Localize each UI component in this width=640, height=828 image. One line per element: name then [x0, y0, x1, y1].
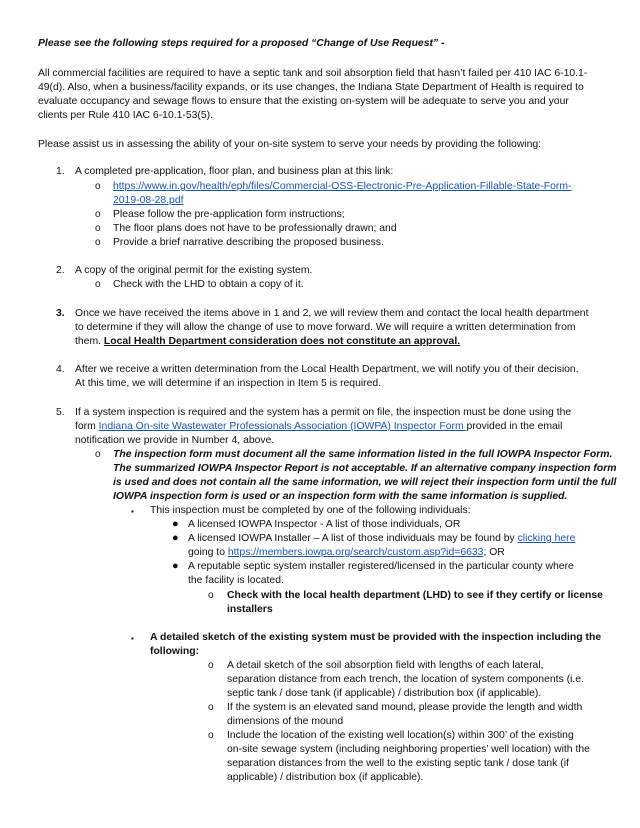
pre-application-link[interactable]: https://www.in.gov/health/eph/files/Commercial-OSS-Electronic-Pre-Application-Fillable-State-Form-: [113, 181, 572, 192]
item-1-number: 1.: [56, 166, 65, 177]
installer-option-url-line: [188, 546, 505, 560]
square-bullet: ▪: [131, 507, 134, 516]
pre-application-link-cont[interactable]: 2019-08-28.pdf: [113, 195, 184, 206]
page-heading: Please see the following steps required for a proposed “Change of Use Request” -: [38, 38, 445, 49]
sketch-item: separation distance from each trench, the location of system components (i.e.: [227, 674, 584, 685]
sketch-item: separation distances from the well to the existing septic tank / dose tank (if: [227, 758, 569, 769]
item-2-text: A copy of the original permit for the existing system.: [75, 265, 313, 276]
sketch-item: dimensions of the mound: [227, 716, 344, 727]
item-3-number: 3.: [56, 308, 65, 319]
dot-bullet: ●: [172, 518, 179, 530]
item-1-sub: The floor plans does not have to be professionally drawn; and: [113, 223, 397, 234]
installer-option-url-end: ; OR: [483, 547, 505, 558]
item-1-sub: Provide a brief narrative describing the proposed business.: [113, 237, 384, 248]
iowpa-inspector-form-link[interactable]: Indiana On-site Wastewater Professionals Association (IOWPA) Inspector Form: [98, 421, 467, 432]
item-3-line: to determine if they will allow the change of use to move forward. We will require a written determination from: [75, 322, 576, 333]
item-2-sub: Check with the LHD to obtain a copy of it.: [113, 279, 304, 290]
open-bullet: o: [95, 449, 101, 460]
open-bullet: o: [95, 223, 101, 234]
item-5-line-2-start: form: [75, 421, 99, 432]
open-bullet: o: [208, 660, 214, 671]
lhd-check-note: installers: [227, 604, 273, 615]
intro-line: clients per Rule 410 IAC 6-10.1-53(5).: [38, 110, 213, 121]
assist-text: Please assist us in assessing the ability of your on-site system to serve your needs by providing the following:: [38, 139, 542, 150]
open-bullet: o: [208, 590, 214, 601]
item-5-number: 5.: [56, 407, 65, 418]
dot-bullet: ●: [172, 560, 179, 572]
item-4-number: 4.: [56, 364, 65, 375]
item-1-sub: Please follow the pre-application form instructions;: [113, 209, 345, 220]
septic-installer-option: the facility is located.: [188, 575, 284, 586]
item-5-line: notification we provide in Number 4, above.: [75, 435, 275, 446]
sketch-item: on-site sewage system (including neighboring properties’ well location) with the: [227, 744, 590, 755]
item-5-line: If a system inspection is required and the system has a permit on file, the inspection must be done using the: [75, 407, 572, 418]
open-bullet: o: [95, 237, 101, 248]
item-3-notice: Local Health Department consideration does not constitute an approval.: [103, 336, 461, 347]
sketch-requirement: A detailed sketch of the existing system must be provided with the inspection including the: [150, 632, 602, 643]
item-1-text: A completed pre-application, floor plan, and business plan at this link:: [75, 166, 394, 177]
sketch-item: Include the location of the existing well location(s) within 300’ of the existing: [227, 730, 574, 741]
open-bullet: o: [95, 279, 101, 290]
installer-option-text: A licensed IOWPA Installer – A list of those individuals may be found by: [188, 533, 518, 544]
lhd-check-note: Check with the local health department (LHD) to see if they certify or license: [227, 590, 603, 601]
intro-line: evaluate occupancy and sewage flows to ensure that the existing on-system will be adequate to serve you and your: [38, 96, 569, 107]
inspection-requirement: is used and does not contain all the same information, we will reject their inspection form until the full: [113, 477, 617, 488]
item-5-line-2-end: provided in the email: [466, 421, 563, 432]
inspector-requirement: This inspection must be completed by one of the following individuals:: [150, 505, 471, 516]
item-3-line-3-start: them.: [75, 336, 104, 347]
open-bullet: o: [208, 702, 214, 713]
sketch-item: applicable) / distribution box (if applicable).: [227, 772, 424, 783]
clicking-here-link[interactable]: clicking here: [517, 533, 576, 544]
sketch-item: A detail sketch of the soil absorption field with lengths of each lateral,: [227, 660, 544, 671]
sketch-item: If the system is an elevated sand mound, please provide the length and width: [227, 702, 583, 713]
septic-installer-option: A reputable septic system installer registered/licensed in the particular county where: [188, 561, 574, 572]
open-bullet: o: [95, 209, 101, 220]
iowpa-members-link[interactable]: https://members.iowpa.org/search/custom.asp?id=6633: [227, 547, 484, 558]
item-3-line-3: [75, 335, 460, 349]
dot-bullet: ●: [172, 532, 179, 544]
inspector-option: A licensed IOWPA Inspector - A list of those individuals, OR: [188, 519, 461, 530]
inspection-requirement: The summarized IOWPA Inspector Report is not acceptable. If an alternative company inspection form: [113, 463, 617, 474]
square-bullet: ▪: [131, 634, 134, 643]
item-5-line-2: [75, 420, 562, 434]
installer-option-url-start: going to: [188, 547, 228, 558]
item-3-line: Once we have received the items above in 1 and 2, we will review them and contact the local health department: [75, 308, 589, 319]
inspection-requirement: IOWPA inspection form is used or an inspection form with the same information is supplied.: [113, 491, 568, 502]
item-2-number: 2.: [56, 265, 65, 276]
installer-option: [188, 532, 575, 546]
open-bullet: o: [95, 181, 101, 192]
open-bullet: o: [208, 730, 214, 741]
sketch-requirement: following:: [150, 646, 200, 657]
item-4-line: After we receive a written determination from the Local Health Department, we will notify you of their decision.: [75, 364, 579, 375]
sketch-item: septic tank / dose tank (if applicable) / distribution box (if applicable).: [227, 688, 542, 699]
intro-line: All commercial facilities are required to have a septic tank and soil absorption field that hasn’t failed per 410 IAC 6-10.1-: [38, 68, 588, 79]
intro-line: 49(d). Also, when a business/facility expands, or its use changes, the Indiana State Department of Health is required to: [38, 82, 584, 93]
inspection-requirement: The inspection form must document all the same information listed in the full IOWPA Inspector Form.: [113, 449, 613, 460]
item-4-line: At this time, we will determine if an inspection in Item 5 is required.: [75, 378, 382, 389]
